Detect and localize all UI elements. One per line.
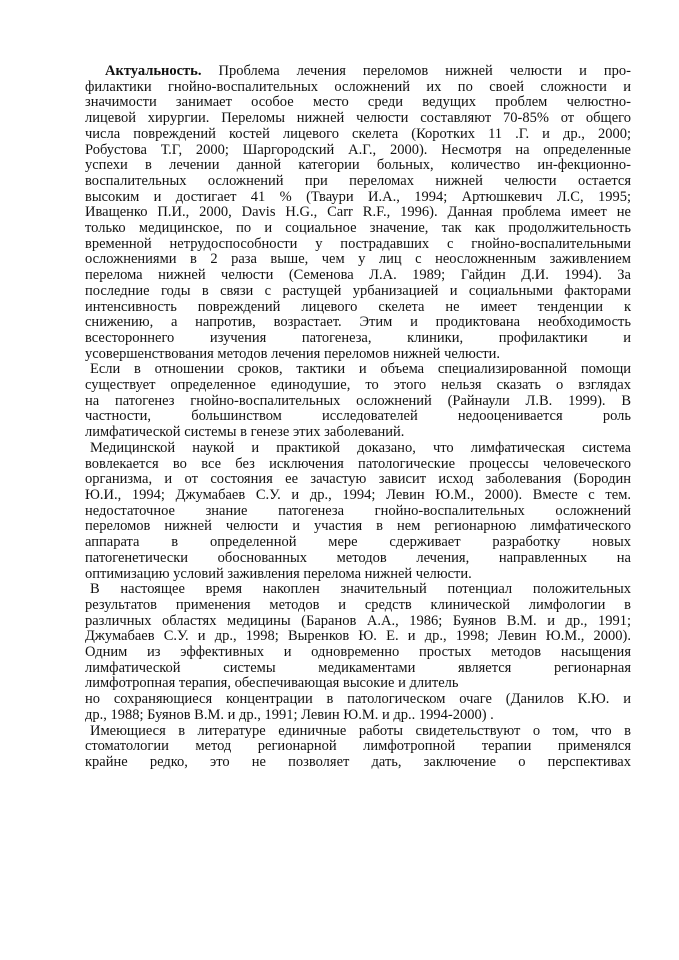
text-line: Одним из эффективных и одновременно простых методов насыщения bbox=[85, 644, 631, 661]
text-line: вовлекается во все без исключения патологические процессы человеческого bbox=[85, 455, 631, 472]
text-line: частности, большинством исследователей недооценивается роль bbox=[85, 408, 631, 425]
text-line: аппарата в определенной мере сдерживает разработку новых bbox=[85, 534, 631, 551]
text-line: лимфатической системы в генезе этих заболеваний. bbox=[85, 424, 405, 441]
text-line: Медицинской наукой и практикой доказано, что лимфатическая система bbox=[90, 439, 631, 456]
text-line: В настоящее время накоплен значительный потенциал положительных bbox=[90, 581, 631, 598]
paragraph-lymphology bbox=[85, 582, 631, 723]
text-line: но сохраняющиеся концентрации в патологическом очаге (Данилов К.Ю. и bbox=[85, 691, 631, 708]
text-line: снижению, а напротив, возрастает. Этим и продиктована необходимость bbox=[85, 314, 631, 331]
text-line: переломов нижней челюсти и участия в нем регионарною лимфатического bbox=[85, 518, 631, 535]
text-line: оптимизацию условий заживления перелома нижней челюсти. bbox=[85, 565, 472, 582]
text-line: Иващенко П.И., 2000, Davis H.G., Carr R.F., 1996). Данная проблема имеет не bbox=[85, 204, 631, 221]
text-line: Если в отношении сроков, тактики и объема специализированной помощи bbox=[90, 361, 631, 378]
text-line: Актуальность. Проблема лечения переломов нижней челюсти и про- bbox=[105, 63, 631, 79]
text-line: др., 1988; Буянов В.М. и др., 1991; Левин Ю.М. и др.. 1994-2000) . bbox=[85, 706, 494, 723]
text-line: филактики гнойно-воспалительных осложнений их по своей сложности и bbox=[85, 78, 631, 95]
text-line: последние годы в связи с растущей урбанизацией и социальными факторами bbox=[85, 282, 631, 299]
text-line: числа повреждений костей лицевого скелета (Коротких 11 .Г. и др., 2000; bbox=[85, 125, 631, 142]
text-line: лимфатической системы медикаментами является регионарная bbox=[85, 659, 631, 676]
paragraph-literature bbox=[85, 724, 631, 771]
text-line: высоким и достигает 41 % (Тваури И.А., 1994; Артюшкевич Л.С, 1995; bbox=[85, 188, 631, 205]
text-line: результатов применения методов и средств клинической лимфологии в bbox=[85, 596, 631, 613]
text-line: крайне редко, это не позволяет дать, заключение о перспективах bbox=[85, 753, 631, 770]
text-line: интенсивность повреждений лицевого скелета не имеет тенденции к bbox=[85, 298, 631, 315]
text-line: перелома нижней челюсти (Семенова Л.А. 1989; Гайдин Д.И. 1994). За bbox=[85, 267, 631, 284]
text-line: временной нетрудоспособности у пострадавших с гнойно-воспалительными bbox=[85, 235, 631, 252]
text-line: патогенетически обоснованных методов лечения, направленных на bbox=[85, 549, 631, 566]
text-line: Имеющиеся в литературе единичные работы свидетельствуют о том, что в bbox=[90, 722, 631, 739]
text-line: только медицинское, по и социальное значение, так как продолжительность bbox=[85, 220, 631, 237]
text-line: усовершенствования методов лечения переломов нижней челюсти. bbox=[85, 345, 501, 362]
text-line: Робустова Т.Г, 2000; Шаргородский А.Г., 2000). Несмотря на определенные bbox=[85, 141, 631, 158]
body-text bbox=[85, 64, 631, 771]
text-line: лимфотропная терапия, обеспечивающая высокие и длитель bbox=[85, 675, 459, 692]
paragraph-relevance bbox=[85, 64, 631, 362]
text-line: успехи в лечении данной категории больных, количество ин-фекционно- bbox=[85, 157, 631, 174]
text-line: Ю.И., 1994; Джумабаев С.У. и др., 1994; Левин Ю.М., 2000). Вместе с тем. bbox=[85, 486, 631, 503]
text-line: значимости занимает особое место среди ведущих проблем челюстно- bbox=[85, 94, 631, 111]
text-line: недостаточное знание патогенеза гнойно-воспалительных осложнений bbox=[85, 502, 631, 519]
paragraph-pathogenesis bbox=[85, 362, 631, 441]
text-line: всестороннего изучения патогенеза, клиники, профилактики и bbox=[85, 329, 631, 346]
text-line: воспалительных осложнений при переломах нижней челюсти остается bbox=[85, 172, 631, 189]
section-heading: Актуальность. bbox=[105, 63, 202, 79]
text-line: различных областях медицины (Баранов А.А., 1986; Буянов В.М. и др., 1991; bbox=[85, 612, 631, 629]
text-line: организма, и от состояния ее зачастую зависит исход заболевания (Бородин bbox=[85, 471, 631, 488]
text-line: существует определенное единодушие, то этого нельзя сказать о взглядах bbox=[85, 377, 631, 394]
paragraph-lymphatic-system bbox=[85, 441, 631, 582]
text-line: Джумабаев С.У. и др., 1998; Выренков Ю. Е. и др., 1998; Левин Ю.М., 2000). bbox=[85, 628, 631, 645]
text-line: стоматологии метод регионарной лимфотропной терапии применялся bbox=[85, 738, 631, 755]
text-line: на патогенез гнойно-воспалительных осложнений (Райнаули Л.В. 1999). В bbox=[85, 392, 631, 409]
text-line: осложнениями в 2 раза выше, чем у лиц с неосложненным заживлением bbox=[85, 251, 631, 268]
text-line: лицевой хирургии. Переломы нижней челюсти составляют 70-85% от общего bbox=[85, 110, 631, 127]
